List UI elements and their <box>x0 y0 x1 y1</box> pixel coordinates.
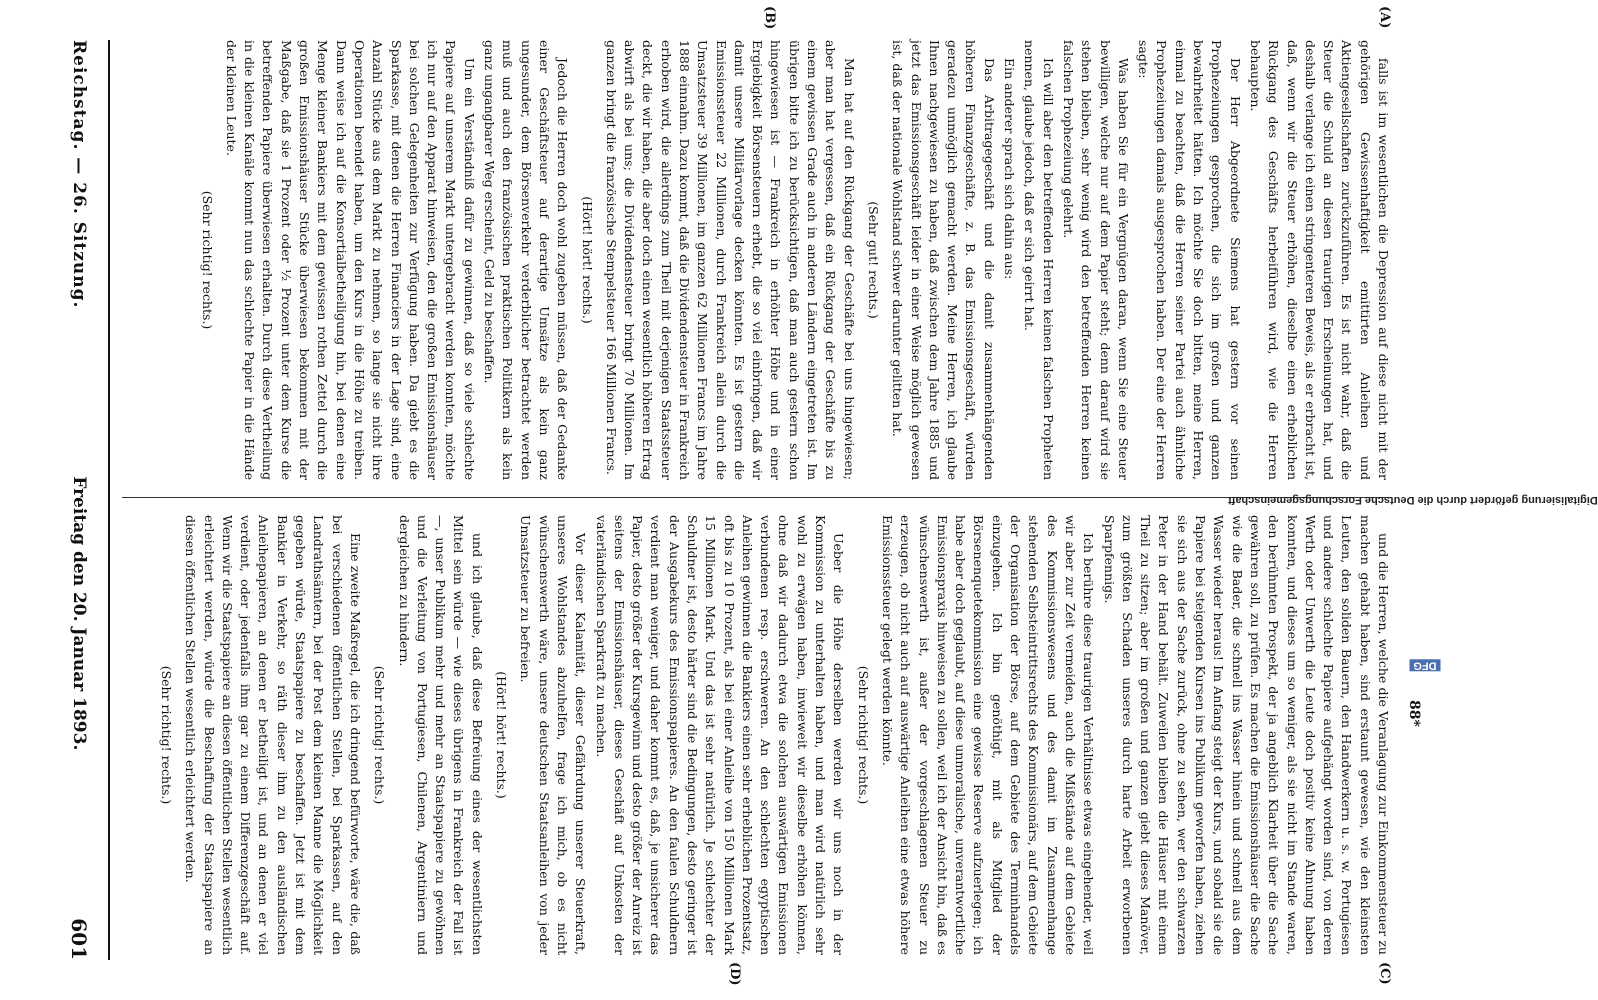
margin-marker-c: (C) <box>1377 962 1392 985</box>
paragraph: Ich berühre diese traurigen Verhältnisse etwas eingehender, weil wir aber zur Zeit vermeiden, auch die Mißstände auf dem Gebiete des Kommissionswesens und des damit im Zusammenhange stehenden Selbsteintrittsrechts des Kommissionärs, auf dem Gebiete der Organisation der Börse, auf dem Gebiete des Terminhandels einzugehen. Ich bin genöthigt, mit als Mitglied der Börsenenquetekommission eine gewisse Reserve aufzuerlegen; ich habe aber doch geglaubt, auf diese unmoralische, unverantwortliche Emissionspraxis hinweisen zu sollen, weil ich der Ansicht bin, daß es wünschenswerth ist, außer der vorgeschlagenen Steuer zu erzeugen, ob nicht auch auf auswärtige Anleihen eine etwas höhere Emissionssteuer gelegt werden könnte. <box>879 515 1097 955</box>
paragraph: Ein anderer sprach sich dahin aus: <box>1002 58 1018 280</box>
column-divider <box>122 497 1392 498</box>
paragraph: Vor dieser Kalamität, dieser Gefährdung unserer Steuerkraft, unseres Wohlstandes abzuhelfen, frage ich mich, ob es nicht wünschenswerth wäre, unsere deutschen Staatsanleihen von jeder Umsatzsteuer zu befreien. <box>518 515 589 955</box>
credit-label: Digitalisierung gefördert durch die Deutsche Forschungsgemeinschaft <box>1228 494 1598 506</box>
paragraph: Ich will aber den betreffenden Herren keinen falschen Propheten nennen, glaube jedoch, daß er sich geirrt hat. <box>1022 40 1056 480</box>
paragraph: Was haben Sie für ein Vergnügen daran, wenn Sie eine Steuer bewilligen, welche nur auf dem Papier steht; denn darauf wird sie stehen bleiben, sehr wenig wird den betreffenden Herren keinen falschen Prophezeiung gelehrt. <box>1060 40 1131 480</box>
dfg-logo: DFG <box>1409 659 1440 671</box>
margin-marker-d: (D) <box>727 962 742 986</box>
page-number: 601 <box>67 918 91 960</box>
interjection: (Hört! hört! rechts.) <box>494 671 510 799</box>
paragraph: Jedoch die Herren doch wohl zugeben müssen, daß der Gedanke einer Geschäftsteuer auf derartige Umsätze als kein ganz ungesunder, dem Börsenverkehr verderblicher betrachtet werden muß und auch den französischen praktischen Politikern als kein ganz ungangbarer Weg erscheint, Geld zu beschaffen. <box>482 40 571 480</box>
paragraph: Der Herr Abgeordnete Siemens hat gestern vor seinen Prophezeiungen gesprochen, die sich im großen und ganzen bewahrheitet hätten. Ich möchte Sie doch bitten, meine Herren, einmal zu beachten, daß die Herren seiner Partei auch ähnliche Prophezeiungen damals ausgesprochen haben. Der eine der Herren sagte: <box>1136 40 1243 480</box>
interjection: (Sehr richtig! rechts.) <box>199 190 215 330</box>
margin-marker-a: (A) <box>1377 6 1392 29</box>
signature-mark: 88* <box>1406 700 1422 727</box>
interjection: (Sehr richtig! rechts.) <box>159 665 174 805</box>
interjection: (Sehr gut! rechts.) <box>865 201 881 319</box>
digitization-credit-text <box>1228 315 1598 685</box>
header-date: Freitag den 20. Januar 1893. <box>69 476 89 751</box>
paragraph: falls ist im wesentlichen die Depression auf diese nicht mit der gehörigen Gewissenhaftigkeit emittirten Anleihen und Aktiengesellschaften zurückzuführen. Es ist nicht wahr, daß die Steuer die Schuld an diesen traurigen Erscheinungen hat, und deshalb verlange ich einen stringenteren Beweis, als er erbracht ist, daß, wenn wir die Steuer erhöhen, dieselbe einen erheblichen Rückgang des Geschäfts herbeiführen wird, wie die Herren behaupten. <box>1247 40 1391 480</box>
paragraph: Man hat auf den Rückgang der Geschäfte bei uns hingewiesen; aber man hat vergessen, daß ein Rückgang der Geschäfte bis zu einem gewissen Grade auch in anderen Ländern eingetreten ist. Im übrigen bitte ich zu berücksichtigen, daß man auch gestern schon hingewiesen ist — Frankreich in erhöhter Höhe und in einer Ergiebigkeit Börsensteuern erhebt, die so viel einbringen, daß wir damit unsere Militärvorlage decken könnten. Es ist gestern die Emissionssteuer 22 Millionen, durch Frankreich allein durch die Umsatzsteuer 39 Millionen, im ganzen 62 Millionen Francs im Jahre 1888 einnahm. Dazu kommt, daß die Dividendensteuer in Frankreich erhoben wird, die allerdings zum Theil mit derjenigen Staatssteuer deckt, die wir haben, die aber doch einen wesentlich höheren Ertrag abwirft als bei uns; die Dividendensteuer bringt 70 Millionen. Im ganzen bringt die französische Stempelsteuer 166 Millionen Francs. <box>603 40 857 480</box>
paragraph: und ich glaube, daß diese Befreiung eines der wesentlichsten Mittel sein würde — wie dieses übrigens in Frankreich der Fall ist —, unser Publikum mehr und mehr an Staatspapiere zu gewöhnen und die Verleitung von Portugiesen, Chilenen, Argentiniern und dergleichen zu hindern. <box>396 515 485 955</box>
header-rule <box>108 40 110 960</box>
interjection: (Sehr richtig! rechts.) <box>372 665 388 805</box>
text-column-right <box>122 515 1392 955</box>
paragraph: Das Arbitragegeschäft und die damit zusammenhängenden höheren Finanzgeschäfte, z. B. das Emissionsgeschäft, würden geradezu unmöglich gemacht werden. Meine Herren, ich glaube Ihnen nachgewiesen zu haben, daß zwischen dem Jahre 1885 und jetzt das Emissionsgeschäft leider in einer Weise möglich gewesen ist, daß der nationale Wohlstand schwer darunter gelitten hat. <box>890 40 997 480</box>
page-header <box>62 40 96 960</box>
paragraph: Ueber die Höhe derselben werden wir uns noch in der Kommission zu unterhalten haben, und man wird natürlich sehr wohl zu erwägen haben, inwieweit wir dieselbe erhöhen können, ohne daß wir dadurch etwa die solchen auswärtigen Emissionen verbundenen resp. erschweren. An den schlechten egyptischen Anleihen gewinnen die Bankiers einen sehr erheblichen Prozentsatz, oft bis zu 10 Prozent, als bei einer Anleihe von 150 Millionen Mark 15 Millionen Mark. Und das ist sehr natürlich. Je schlechter der Schuldner ist, desto härter sind die Bedingungen, desto geringer ist der Ausgabekurs des Emissionspapieres. An den faulen Schuldnern verdient man weniger, und daher kommt es, daß, je unsicherer das Papier, desto größer der Kursgewinn und desto größer der Anreiz ist seitens der Emissionshäuser, dieses Geschäft auf Unkosten der vaterländischen Sparkraft zu machen. <box>593 515 847 955</box>
paragraph: und die Herren, welche die Veranlagung zur Einkommensteuer zu machen gehabt haben, sind erstaunt gewesen, wie den kleinsten Leuten, den soliden Bauern, den Handwerkern u. s. w. Portugiesen und andere schlechte Papiere aufgehängt worden sind, von deren Werth oder Unwerth die Leute doch positiv keine Ahnung haben konnten, und dieses um so weniger, als sie nicht im Stande waren, den berühmten Prospekt, der ja angeblich Klarheit über die Sache gewähren soll, zu prüfen. Es machen die Emissionshäuser die Sache wie die Bader, die schnell ins Wasser hinein und schnell aus dem Wasser wieder heraus! Im Anfang steigt der Kurs, und sobald sie die Papiere bei steigenden Kursen ins Publikum geworfen haben, ziehen sie sich aus der Sache zurück, ohne zu sehen, wer den schwarzen Peter in der Hand behält. Zuweilen bleiben die Häuser mit einem Theil zu sitzen; aber im großen und ganzen giebt dieses Manöver, zum größten Schaden unseres durch harte Arbeit erworbenen Sparpfennigs. <box>1101 515 1391 955</box>
header-parliament-session: Reichstag. — 26. Sitzung. <box>69 40 89 309</box>
margin-marker-b: (B) <box>762 6 777 30</box>
paragraph: Eine zweite Maßregel, die ich dringend befürworte, wäre die, daß bei verschiedenen öffentlichen Stellen, bei Sparkassen, auf den Landrathsämtern, bei der Post dem kleinen Manne die Möglichkeit gegeben würde, Staatspapiere zu beschaffen. Jetzt ist mit dem Bankier in Verkehr, so räth dieser ihm zu den ausländischen Anleihepapieren, an denen er betheiligt ist, und an denen er viel verdient, oder jedenfalls ihm gar zu einem Differenzgeschäft auf. Wenn wir die Staatspapiere an diesen öffentlichen Stellen wesentlich erleichtert werden, würde die Beschaffung der Staatspapiere an diesen öffentlichen Stellen wesentlich erleichtert werden. <box>183 515 363 955</box>
paragraph: Um ein Verständniß dafür zu gewinnen, daß so viele schlechte Papiere auf unserem Markt untergebracht werden konnten, möchte ich nur auf den Apparat hinweisen, den die großen Emissionshäuser bei solchen Gelegenheiten zur Verfügung haben. Da giebt es die Sparkasse, mit denen die Herren Financiers in der Lage sind, eine Anzahl Stücke aus dem Markt zu nehmen, so lange sie nicht ihre Operationen beendet haben, um den Kurs in die Höhe zu treiben. Dann weise ich auf die Konsortialbetheiligung hin, bei denen eine Menge kleiner Bankiers mit dem gewissen rothen Zettel durch die großen Emissionshäuser Stücke überwiesen bekommen mit der Maßgabe, daß sie 1 Prozent oder ½ Prozent unter dem Kurse die betreffenden Papiere überwiesen erhalten. Durch diese Vertheilung in die kleinen Kanäle kommt nun das schlechte Papier in die Hände der kleinen Leute. <box>223 40 477 480</box>
interjection: (Sehr richtig! rechts.) <box>855 665 871 805</box>
interjection: (Hört! hört! rechts.) <box>579 196 595 324</box>
text-column-left <box>122 40 1392 480</box>
